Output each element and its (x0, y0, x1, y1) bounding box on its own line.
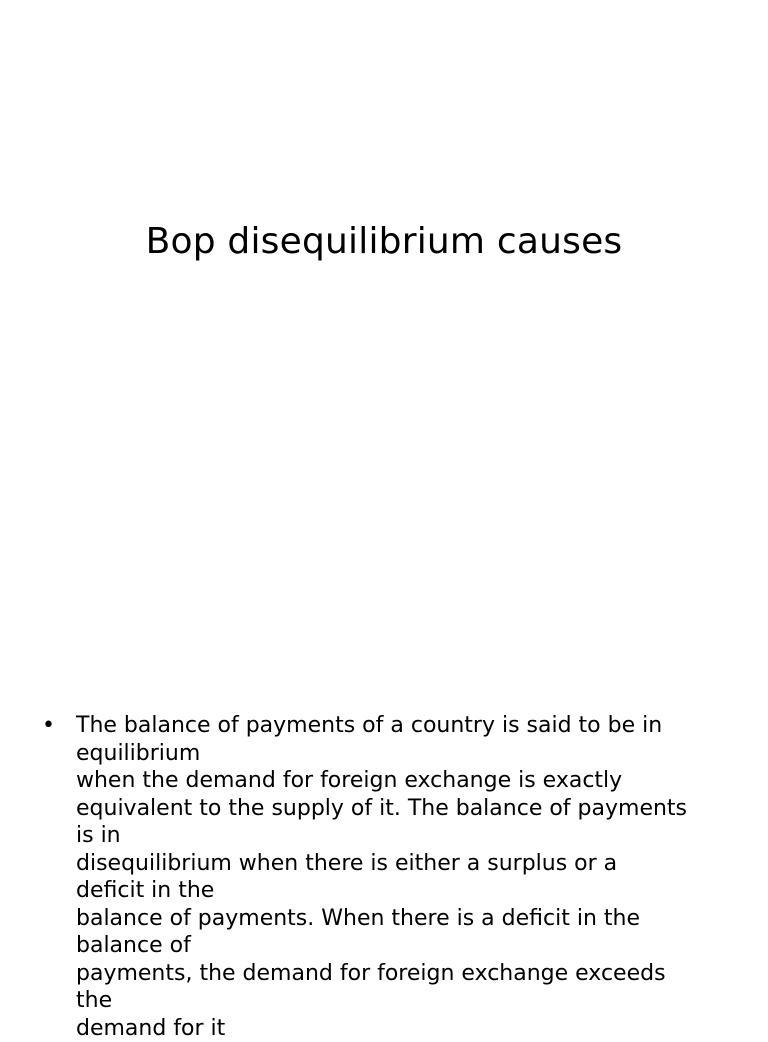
bullet-text-line: The balance of payments of a country is said to be in (76, 712, 732, 740)
bullet-text-line: equilibrium (76, 740, 732, 768)
bullet-marker-icon: • (42, 712, 62, 740)
bullet-text-line: is in (76, 822, 732, 850)
bullet-text-line: equivalent to the supply of it. The balance of payments (76, 795, 732, 823)
bullet-text-line: deficit in the (76, 877, 732, 905)
bullet-text-line: balance of (76, 932, 732, 960)
slide-title: Bop disequilibrium causes (0, 215, 768, 269)
bullet-text-line: the (76, 987, 732, 1015)
bullet-text-line: payments, the demand for foreign exchange exceeds (76, 960, 732, 988)
bullet-text-line: when the demand for foreign exchange is exactly (76, 767, 732, 795)
bullet-text-line: disequilibrium when there is either a surplus or a (76, 850, 732, 878)
bullet-text (76, 712, 732, 1042)
bullet-text-line: balance of payments. When there is a deficit in the (76, 905, 732, 933)
bullet-text-line: demand for it (76, 1015, 732, 1042)
